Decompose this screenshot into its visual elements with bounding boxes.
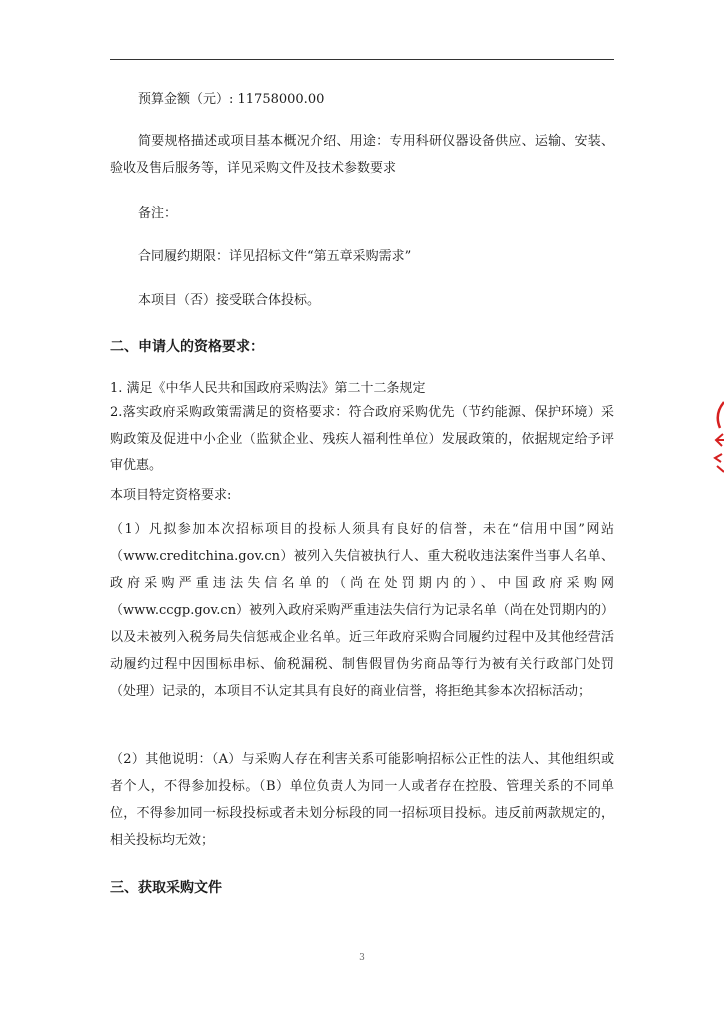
section-2-title: 二、申请人的资格要求： — [110, 339, 264, 355]
project-summary: 简要规格描述或项目基本概况介绍、用途：专用科研仪器设备供应、运输、安装、验收及售后服务等，详见采购文件及技术参数要求 — [110, 134, 614, 176]
specific-requirements-title: 本项目特定资格要求: — [110, 488, 232, 503]
requirement-1: 1. 满足《中华人民共和国政府采购法》第二十二条规定 — [110, 381, 426, 396]
header-rule — [110, 59, 614, 60]
consortium-note: 本项目（否）接受联合体投标。 — [138, 293, 321, 308]
specific-requirement-1: （1）凡拟参加本次招标项目的投标人须具有良好的信誉，未在“信用中国”网站（www.creditchina.gov.cn）被列入失信被执行人、重大税收违法案件当事人名单、政府采购严重违法失信名单的（尚在处罚期内的）、中国政府采购网（www.ccgp.gov.cn）被列入政府采购严重违法失信行为记录名单（尚在处罚期内的）以及未被列入税务局失信惩戒企业名单。近三年政府采购合同履约过程中及其他经营活动履约过程中因围标串标、偷税漏税、制售假冒伪劣商品等行为被有关行政部门处罚（处理）记录的，本项目不认定其具有良好的商业信誉，将拒绝其参本次招标活动； — [110, 522, 614, 699]
red-seal-fragment — [710, 400, 724, 480]
budget-amount: 预算金额（元）: 11758000.00 — [138, 92, 325, 107]
requirement-2: 2.落实政府采购政策需满足的资格要求：符合政府采购优先（节约能源、保护环境）采购政策及促进中小企业（监狱企业、残疾人福利性单位）发展政策的，依据规定给予评审优惠。 — [110, 405, 614, 473]
contract-period: 合同履约期限：详见招标文件“第五章采购需求” — [138, 249, 412, 264]
page-number: 3 — [359, 953, 365, 963]
section-3-title: 三、获取采购文件 — [110, 880, 222, 896]
specific-requirement-2: （2）其他说明：（A）与采购人存在利害关系可能影响招标公正性的法人、其他组织或者个人，不得参加投标。（B）单位负责人为同一人或者存在控股、管理关系的不同单位，不得参加同一标段投标或者未划分标段的同一招标项目投标。违反前两款规定的，相关投标均无效； — [110, 752, 614, 848]
remark: 备注： — [138, 206, 178, 221]
